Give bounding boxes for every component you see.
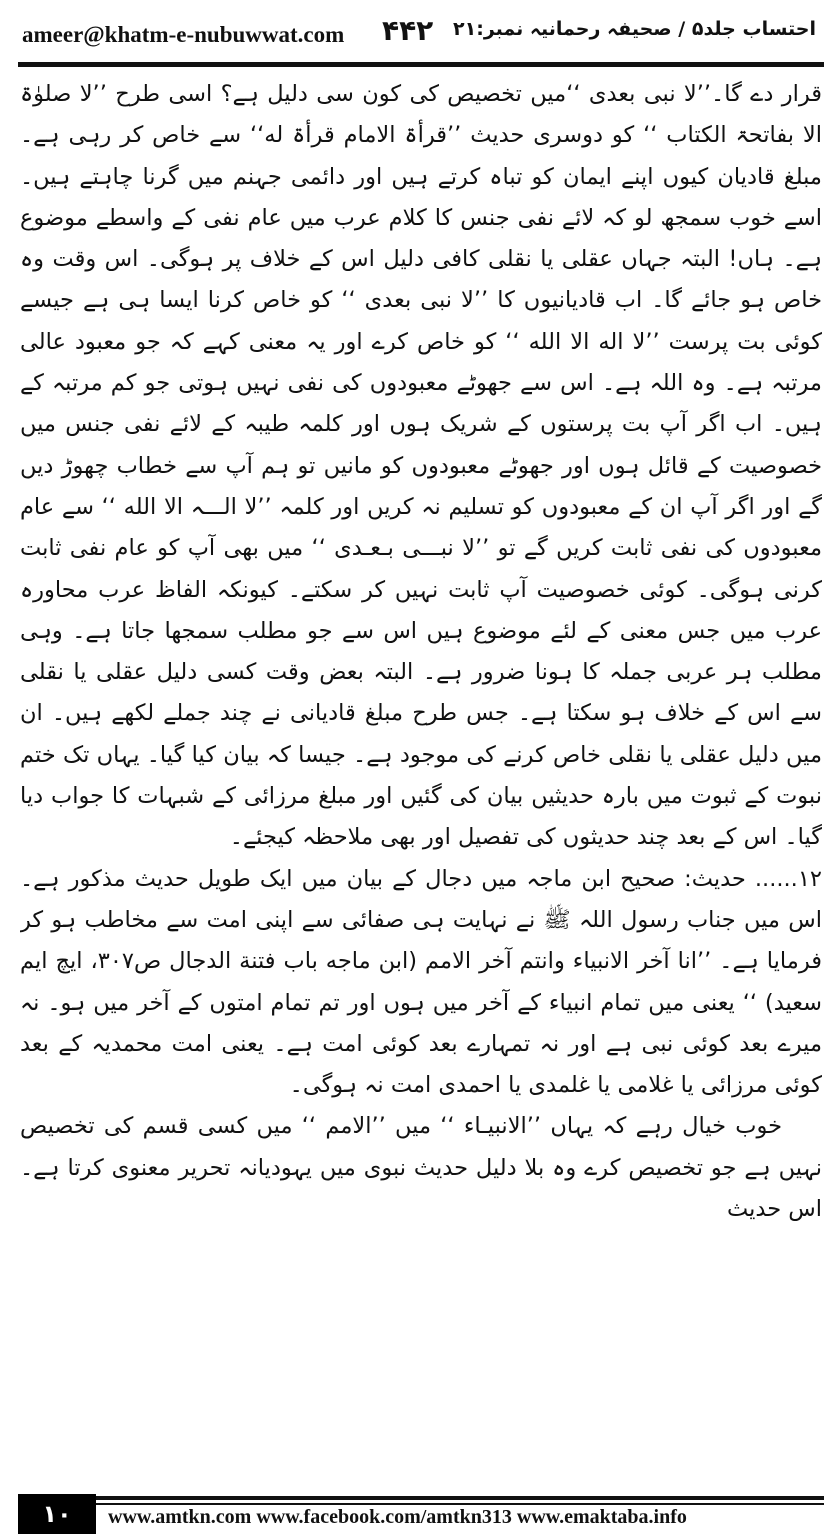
paragraph-1: قرار دے گا۔’’لا نبی بعدی ‘‘میں تخصیص کی کون سی دلیل ہے؟ اسی طرح ’’لا صلوٰۃ الا بفاتحۃ الکتاب ‘‘ کو دوسری حدیث ’’قرأۃ الامام قرأۃ له‘‘ سے خاص کر رہی ہے۔ مبلغ قادیان کیوں اپنے ایمان کو تباہ کرتے ہیں اور دائمی جہنم میں گرنا چاہتے ہیں۔ اسے خوب سمجھ لو کہ لائے نفی جنس کا کلام عرب میں عام نفی کے واسطے موضوع ہے۔ ہاں! البتہ جہاں عقلی یا نقلی کافی دلیل اس کے خلاف پر ہوگی۔ اس وقت وہ خاص ہو جائے گا۔ اب قادیانیوں کا ’’لا نبی بعدی ‘‘ کو خاص کرنا ایسا ہی ہے جیسے کوئی بت پرست ’’لا اله الا الله ‘‘ کو خاص کرے اور یہ معنی کہے کہ جو معبود عالی مرتبہ ہے۔ وہ اللہ ہے۔ اس سے جھوٹے معبودوں کی نفی نہیں ہوتی جو کم مرتبہ کے ہیں۔ اب اگر آپ بت پرستوں کے شریک ہوں اور کلمہ طیبہ کے لائے نفی جنس میں خصوصیت کے قائل ہوں اور جھوٹے معبودوں کو مانیں تو ہم آپ سے خطاب چھوڑ دیں گے اور اگر آپ ان کے معبودوں کو تسلیم نہ کریں اور کلمہ ’’لا الـــہ الا الله ‘‘ سے عام معبودوں کی نفی ثابت کریں گے تو ’’لا نبـــی بـعـدی ‘‘ میں بھی آپ کو عام نفی ثابت کرنی ہوگی۔ کوئی خصوصیت آپ ثابت نہیں کر سکتے۔ کیونکہ الفاظ عرب محاورہ عرب میں جس معنی کے لئے موضوع ہیں اس سے جو مطلب سمجھا جاتا ہے۔ وہی مطلب ہر عربی جملہ کا ہونا ضرور ہے۔ البتہ بعض وقت کسی دلیل عقلی یا نقلی سے اس کے خلاف ہو سکتا ہے۔ جس طرح مبلغ قادیانی نے چند جملے لکھے ہیں۔ ان میں دلیل عقلی یا نقلی خاص کرنے کی موجود ہے۔ جیسا کہ بیان کیا گیا۔ یہاں تک ختم نبوت کے ثبوت میں بارہ حدیثیں بیان کی گئیں اور مبلغ مرزائی کے شبہات کا جواب دیا گیا۔ اس کے بعد چند حدیثوں کی تفصیل اور بھی ملاحظہ کیجئے۔ — [20, 81, 822, 851]
paragraph-2-hadith: ۱۲...... حدیث: صحیح ابن ماجہ میں دجال کے بیان میں ایک طویل حدیث مذکور ہے۔ اس میں جناب رسول اللہ ﷺ نے نہایت ہی صفائی سے اپنی امت سے مخاطب ہو کر فرمایا ہے۔ ’’انا آخر الانبیاء وانتم آخر الامم (ابن ماجه باب فتنة الدجال ص۳۰۷، ایچ ایم سعید) ‘‘ یعنی میں تمام انبیاء کے آخر میں ہوں اور تم تمام امتوں کے آخر میں ہو۔ نہ میرے بعد کوئی نبی ہے اور نہ تمہارے بعد کوئی امت ہے۔ یعنی امت محمدیہ کے بعد کوئی مرزائی یا غلامی یا غلمدی یا احمدی امت نہ ہوگی۔ — [20, 865, 822, 1099]
page-footer — [0, 1494, 840, 1540]
header-email: ameer@khatm-e-nubuwwat.com — [22, 22, 345, 47]
paragraph-3: خوب خیال رہے کہ یہاں ’’الانبیـاء ‘‘ میں ’’الامم ‘‘ میں کسی قسم کی تخصیص نہیں ہے جو تخصیص کرے وہ بلا دلیل حدیث نبوی میں یہودیانہ تحریر معنوی کرتا ہے۔ اس حدیث — [20, 1113, 822, 1223]
footer-rule-thin — [96, 1503, 824, 1505]
header-title: احتساب جلد۵ / صحیفہ رحمانیہ نمبر:۲۱ — [453, 18, 816, 40]
footer-rule — [96, 1496, 824, 1500]
footer-page-badge: ۱۰ — [18, 1494, 96, 1534]
footer-urls: www.amtkn.com www.facebook.com/amtkn313 www.emaktaba.info — [108, 1506, 687, 1528]
header-page-number: ۴۴۲ — [382, 14, 434, 47]
document-body — [20, 74, 822, 1474]
header-rule — [18, 62, 824, 67]
page-header — [0, 0, 840, 64]
